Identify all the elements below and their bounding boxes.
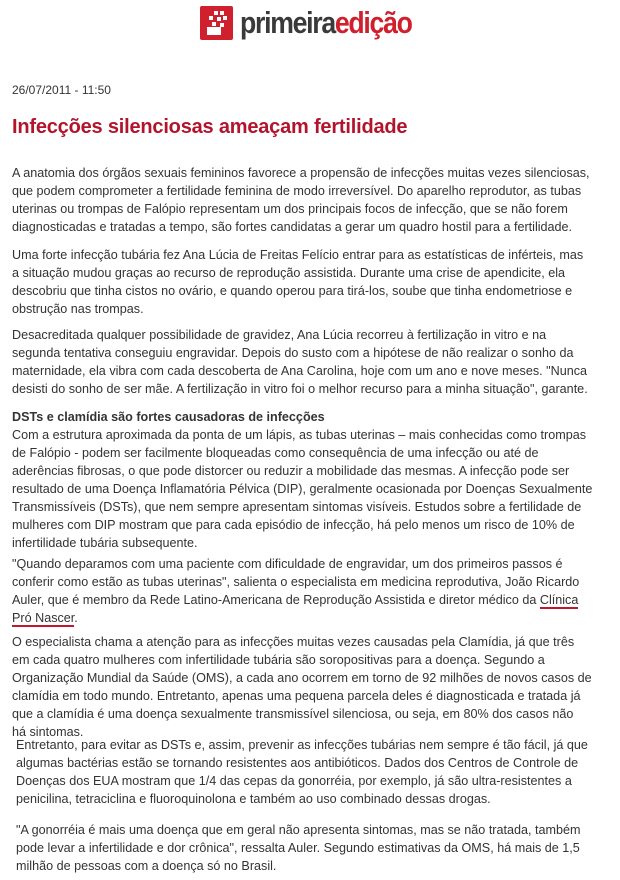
text-line: que podem comprometer a fertilidade feminina de modo irreversível. Do aparelho reprodutor, as tubas <box>12 184 582 198</box>
text-line: maternidade, ela vibra com cada descoberta de Ana Carolina, hoje com um ano e nove meses. "Nunca <box>12 364 588 378</box>
article-title: Infecções silenciosas ameaçam fertilidade <box>12 116 408 138</box>
clinic-link-part2[interactable]: Pró Nascer <box>12 611 75 625</box>
text-line: Desacreditada qualquer possibilidade de gravidez, Ana Lúcia recorreu à fertilização in vitro e na <box>12 328 547 342</box>
site-logo[interactable] <box>200 5 440 41</box>
text-line: de Falópio - podem ser facilmente bloqueadas como consequência de uma infecção ou até de <box>12 446 539 460</box>
text-line: pode levar a infertilidade e dor crônica", ressalta Auler. Segundo estimativas da OMS, há mais de 1,5 <box>16 841 580 855</box>
text-line: A anatomia dos órgãos sexuais femininos favorece a propensão de infecções muitas vezes silenciosas, <box>12 166 590 180</box>
logo-text-edicao: edição <box>334 5 412 40</box>
text-line: algumas bactérias estão se tornando resistentes aos antibióticos. Dados dos Centros de Controle de <box>16 756 579 770</box>
paragraph-1 <box>12 164 590 236</box>
text-line: obstrução nas trompas. <box>12 302 144 316</box>
text-line: O especialista chama a atenção para as infecções muitas vezes causadas pela Clamídia, já que três <box>12 635 575 649</box>
logo-text-primeira: primeira <box>240 5 335 40</box>
text-line: clamídia em todo mundo. Entretanto, apenas uma pequena parcela deles é diagnosticada e tratada já <box>12 689 581 703</box>
text-line: conferir como estão as tubas uterinas", salienta o especialista em medicina reprodutiva, João Ricardo <box>12 575 580 589</box>
text-segment: Auler, que é membro da Rede Latino-Americana de Reprodução Assistida e diretor médico da <box>12 593 537 607</box>
text-line: descobriu que tinha cistos no ovário, e quando operou para tirá-los, soube que tinha endometriose e <box>12 284 573 298</box>
text-line: há sintomas. <box>12 725 84 739</box>
text-line: que a clamídia é uma doença sexualmente transmissível silenciosa, ou seja, em 80% dos casos não <box>12 707 574 721</box>
text-line: Com a estrutura aproximada da ponta de um lápis, as tubas uterinas – mais conhecidas como trompas <box>12 428 587 442</box>
text-line: Organização Mundial da Saúde (OMS), a cada ano ocorrem em torno de 92 milhões de novos casos de <box>12 671 592 685</box>
text-line: diagnosticadas e tratadas a tempo, são fortes candidatas a gerar um quadro hostil para a fertilidade. <box>12 220 573 234</box>
paragraph-4 <box>12 426 592 552</box>
text-line: uterinas ou trompas de Falópio representam um dos principais focos de infecção, que se não forem <box>12 202 568 216</box>
text-line: milhão de pessoas com a doença só no Brasil. <box>16 859 277 873</box>
text-line: resultado de uma Doença Inflamatória Pélvica (DIP), geralmente ocasionada por Doenças Sexualmente <box>12 482 593 496</box>
text-line: a situação mudou graças ao recurso de reprodução assistida. Durante uma crise de apendicite, ela <box>12 266 566 280</box>
article-date: 26/07/2011 - 11:50 <box>12 83 111 97</box>
paragraph-3 <box>12 326 588 398</box>
text-line <box>12 591 579 609</box>
quote-paragraph <box>12 555 579 627</box>
text-line: "A gonorréia é mais uma doença que em geral não apresenta sintomas, mas se não tratada, também <box>16 823 581 837</box>
logo-text <box>240 5 412 41</box>
text-line: aderências fibrosas, o que pode distorcer ou reduzir a mobilidade das mesmas. A infecção pode ser <box>12 464 570 478</box>
text-line: Transmissíveis (DSTs), que nem sempre apresentam sintomas visíveis. Estudos sobre a fertilidade de <box>12 500 582 514</box>
paragraph-2 <box>12 246 583 318</box>
text-line: penicilina, tetraciclina e fluoroquinolona e também ao uso combinado dessas drogas. <box>16 792 491 806</box>
text-line: Entretanto, para evitar as DSTs e, assim, prevenir as infecções tubárias nem sempre é tão fácil, já que <box>16 738 588 752</box>
text-line: em cada quatro mulheres com infertilidade tubária são soropositivas para a doença. Segundo a <box>12 653 545 667</box>
paragraph-7 <box>16 821 581 875</box>
text-line: "Quando deparamos com uma paciente com dificuldade de engravidar, um dos primeiros passos é <box>12 557 563 571</box>
subheading: DSTs e clamídia são fortes causadoras de infecções <box>12 410 325 424</box>
paragraph-6 <box>16 736 588 808</box>
text-line: desisti do sonho de ser mãe. A fertilização in vitro foi o melhor recurso para a minha situação", garante. <box>12 382 588 396</box>
text-line <box>12 609 579 627</box>
clinic-link-part1[interactable]: Clínica <box>539 593 579 607</box>
text-line: segunda tentativa conseguiu engravidar. Depois do susto com a hipótese de não realizar o sonho da <box>12 346 574 360</box>
text-line: Doenças dos EUA mostram que 1/4 das cepas da gonorréia, por exemplo, já são ultra-resistentes a <box>16 774 572 788</box>
text-line: infertilidade tubária subsequente. <box>12 536 198 550</box>
logo-icon <box>200 6 233 40</box>
text-line: mulheres com DIP mostram que para cada episódio de infecção, há pelo menos um risco de 10% de <box>12 518 575 532</box>
period: . <box>74 611 78 625</box>
text-line: Uma forte infecção tubária fez Ana Lúcia de Freitas Felício entrar para as estatísticas de inférteis, mas <box>12 248 584 262</box>
paragraph-5 <box>12 633 592 741</box>
